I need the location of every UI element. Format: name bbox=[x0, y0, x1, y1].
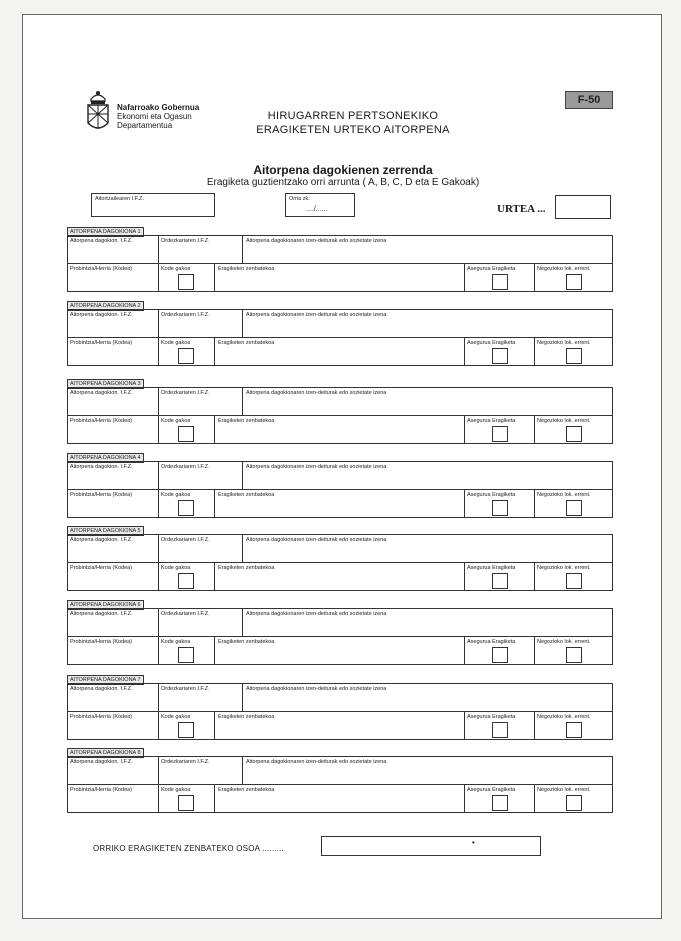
name-input[interactable] bbox=[243, 245, 613, 264]
entry-row-amounts bbox=[67, 636, 613, 665]
name-label: Aitorpena dagokionaren izen-deiturak edo sozietate izena bbox=[246, 238, 387, 244]
business-rent-label: Negozioko lok. errent. bbox=[537, 787, 591, 793]
representative-ifz-input[interactable] bbox=[159, 544, 242, 563]
insurance-label: Asegurua Eragiketa bbox=[467, 714, 516, 720]
amount-input[interactable] bbox=[215, 721, 464, 740]
key-code-box[interactable] bbox=[178, 274, 194, 290]
name-input[interactable] bbox=[243, 544, 613, 563]
name-label: Aitorpena dagokionaren izen-deiturak edo sozietate izena bbox=[246, 686, 387, 692]
declared-ifz-input[interactable] bbox=[68, 766, 158, 785]
province-label: Probintzia/Herria (Kodea) bbox=[70, 565, 133, 571]
amount-label: Eragiketen zenbatekoa bbox=[218, 714, 275, 720]
business-rent-checkbox[interactable] bbox=[566, 348, 582, 364]
insurance-checkbox[interactable] bbox=[492, 795, 508, 811]
key-code-box[interactable] bbox=[178, 426, 194, 442]
key-code-label: Kode gakoa bbox=[161, 565, 191, 571]
name-label: Aitorpena dagokionaren izen-deiturak edo sozietate izena bbox=[246, 312, 387, 318]
amount-label: Eragiketen zenbatekoa bbox=[218, 492, 275, 498]
total-amount-label: ORRIKO ERAGIKETEN ZENBATEKO OSOA ......... bbox=[93, 844, 284, 853]
insurance-checkbox[interactable] bbox=[492, 274, 508, 290]
business-rent-label: Negozioko lok. errent. bbox=[537, 565, 591, 571]
divider bbox=[464, 785, 465, 812]
business-rent-checkbox[interactable] bbox=[566, 647, 582, 663]
divider bbox=[464, 563, 465, 590]
divider bbox=[158, 264, 159, 291]
insurance-checkbox[interactable] bbox=[492, 348, 508, 364]
key-code-box[interactable] bbox=[178, 795, 194, 811]
representative-ifz-label: Ordezkariaren I.F.Z. bbox=[161, 238, 210, 244]
province-input[interactable] bbox=[68, 347, 158, 366]
key-code-box[interactable] bbox=[178, 348, 194, 364]
declared-ifz-label: Aitorpena dagokion. I.F.Z. bbox=[70, 312, 133, 318]
divider bbox=[534, 563, 535, 590]
divider bbox=[534, 264, 535, 291]
total-amount-field[interactable] bbox=[321, 836, 541, 856]
business-rent-checkbox[interactable] bbox=[566, 500, 582, 516]
name-input[interactable] bbox=[243, 618, 613, 637]
business-rent-checkbox[interactable] bbox=[566, 795, 582, 811]
declared-ifz-label: Aitorpena dagokion. I.F.Z. bbox=[70, 464, 133, 470]
name-input[interactable] bbox=[243, 766, 613, 785]
key-code-label: Kode gakoa bbox=[161, 418, 191, 424]
divider bbox=[534, 490, 535, 517]
divider bbox=[464, 416, 465, 443]
divider bbox=[464, 490, 465, 517]
representative-ifz-label: Ordezkariaren I.F.Z. bbox=[161, 464, 210, 470]
key-code-label: Kode gakoa bbox=[161, 266, 191, 272]
representative-ifz-label: Ordezkariaren I.F.Z. bbox=[161, 390, 210, 396]
page-number-value: ..../...... bbox=[306, 206, 328, 213]
province-label: Probintzia/Herria (Kodea) bbox=[70, 340, 133, 346]
list-title: Aitorpena dagokienen zerrenda bbox=[253, 163, 433, 177]
entry-row-amounts bbox=[67, 784, 613, 813]
province-input[interactable] bbox=[68, 794, 158, 813]
amount-label: Eragiketen zenbatekoa bbox=[218, 266, 275, 272]
divider bbox=[464, 637, 465, 664]
amount-label: Eragiketen zenbatekoa bbox=[218, 787, 275, 793]
amount-input[interactable] bbox=[215, 572, 464, 591]
page-number-label: Orria zk. bbox=[289, 196, 310, 202]
representative-ifz-input[interactable] bbox=[159, 471, 242, 490]
insurance-label: Asegurua Eragiketa bbox=[467, 565, 516, 571]
entry-row-amounts bbox=[67, 263, 613, 292]
entry-row-amounts bbox=[67, 489, 613, 518]
amount-input[interactable] bbox=[215, 425, 464, 444]
divider bbox=[158, 712, 159, 739]
divider bbox=[534, 416, 535, 443]
key-code-label: Kode gakoa bbox=[161, 639, 191, 645]
province-label: Probintzia/Herria (Kodea) bbox=[70, 714, 133, 720]
province-input[interactable] bbox=[68, 646, 158, 665]
insurance-checkbox[interactable] bbox=[492, 573, 508, 589]
total-amount-value: • bbox=[472, 838, 475, 847]
key-code-box[interactable] bbox=[178, 500, 194, 516]
name-label: Aitorpena dagokionaren izen-deiturak edo sozietate izena bbox=[246, 759, 387, 765]
business-rent-checkbox[interactable] bbox=[566, 573, 582, 589]
divider bbox=[158, 785, 159, 812]
key-code-box[interactable] bbox=[178, 647, 194, 663]
representative-ifz-input[interactable] bbox=[159, 766, 242, 785]
insurance-checkbox[interactable] bbox=[492, 500, 508, 516]
business-rent-label: Negozioko lok. errent. bbox=[537, 639, 591, 645]
business-rent-checkbox[interactable] bbox=[566, 426, 582, 442]
province-input[interactable] bbox=[68, 273, 158, 292]
province-label: Probintzia/Herria (Kodea) bbox=[70, 266, 133, 272]
navarre-coat-of-arms-icon bbox=[83, 89, 113, 147]
key-code-label: Kode gakoa bbox=[161, 340, 191, 346]
declared-ifz-input[interactable] bbox=[68, 618, 158, 637]
amount-input[interactable] bbox=[215, 273, 464, 292]
divider bbox=[464, 338, 465, 365]
entry-title: AITORPENA DAGOKIONA 4 bbox=[67, 453, 144, 463]
province-label: Probintzia/Herria (Kodea) bbox=[70, 492, 133, 498]
title-line-2: ERAGIKETEN URTEKO AITORPENA bbox=[256, 124, 450, 136]
form-page bbox=[22, 14, 662, 919]
entry-row-amounts bbox=[67, 711, 613, 740]
insurance-label: Asegurua Eragiketa bbox=[467, 340, 516, 346]
province-input[interactable] bbox=[68, 572, 158, 591]
gov-line-1: Nafarroako Gobernua bbox=[117, 103, 200, 112]
divider bbox=[534, 785, 535, 812]
insurance-checkbox[interactable] bbox=[492, 647, 508, 663]
name-label: Aitorpena dagokionaren izen-deiturak edo sozietate izena bbox=[246, 611, 387, 617]
amount-label: Eragiketen zenbatekoa bbox=[218, 418, 275, 424]
insurance-label: Asegurua Eragiketa bbox=[467, 639, 516, 645]
name-label: Aitorpena dagokionaren izen-deiturak edo sozietate izena bbox=[246, 390, 387, 396]
entry-title: AITORPENA DAGOKIONA 1 bbox=[67, 227, 144, 237]
province-label: Probintzia/Herria (Kodea) bbox=[70, 418, 133, 424]
page-number-field[interactable] bbox=[285, 193, 355, 217]
amount-label: Eragiketen zenbatekoa bbox=[218, 639, 275, 645]
divider bbox=[464, 712, 465, 739]
declarant-ifz-field[interactable] bbox=[91, 193, 215, 217]
business-rent-label: Negozioko lok. errent. bbox=[537, 418, 591, 424]
declared-ifz-label: Aitorpena dagokion. I.F.Z. bbox=[70, 759, 133, 765]
entry-title: AITORPENA DAGOKIONA 5 bbox=[67, 526, 144, 536]
province-input[interactable] bbox=[68, 425, 158, 444]
declared-ifz-input[interactable] bbox=[68, 693, 158, 712]
declared-ifz-input[interactable] bbox=[68, 245, 158, 264]
province-input[interactable] bbox=[68, 499, 158, 518]
declared-ifz-label: Aitorpena dagokion. I.F.Z. bbox=[70, 238, 133, 244]
representative-ifz-label: Ordezkariaren I.F.Z. bbox=[161, 686, 210, 692]
representative-ifz-label: Ordezkariaren I.F.Z. bbox=[161, 611, 210, 617]
province-label: Probintzia/Herria (Kodea) bbox=[70, 787, 133, 793]
insurance-label: Asegurua Eragiketa bbox=[467, 787, 516, 793]
business-rent-label: Negozioko lok. errent. bbox=[537, 340, 591, 346]
business-rent-checkbox[interactable] bbox=[566, 722, 582, 738]
representative-ifz-label: Ordezkariaren I.F.Z. bbox=[161, 759, 210, 765]
year-label: URTEA ... bbox=[497, 203, 546, 215]
business-rent-checkbox[interactable] bbox=[566, 274, 582, 290]
entry-row-amounts bbox=[67, 415, 613, 444]
representative-ifz-input[interactable] bbox=[159, 245, 242, 264]
form-code-badge: F-50 bbox=[565, 91, 613, 109]
divider bbox=[158, 338, 159, 365]
representative-ifz-input[interactable] bbox=[159, 319, 242, 338]
entry-row-identity bbox=[67, 608, 613, 637]
representative-ifz-input[interactable] bbox=[159, 397, 242, 416]
entry-row-identity bbox=[67, 387, 613, 416]
amount-input[interactable] bbox=[215, 499, 464, 518]
amount-label: Eragiketen zenbatekoa bbox=[218, 565, 275, 571]
province-input[interactable] bbox=[68, 721, 158, 740]
insurance-checkbox[interactable] bbox=[492, 426, 508, 442]
divider bbox=[534, 338, 535, 365]
key-code-box[interactable] bbox=[178, 573, 194, 589]
key-code-label: Kode gakoa bbox=[161, 714, 191, 720]
entry-row-identity bbox=[67, 534, 613, 563]
name-label: Aitorpena dagokionaren izen-deiturak edo sozietate izena bbox=[246, 464, 387, 470]
name-label: Aitorpena dagokionaren izen-deiturak edo sozietate izena bbox=[246, 537, 387, 543]
key-code-label: Kode gakoa bbox=[161, 787, 191, 793]
declared-ifz-label: Aitorpena dagokion. I.F.Z. bbox=[70, 611, 133, 617]
entry-title: AITORPENA DAGOKIONA 3 bbox=[67, 379, 144, 389]
form-title bbox=[233, 109, 473, 137]
amount-input[interactable] bbox=[215, 794, 464, 813]
representative-ifz-label: Ordezkariaren I.F.Z. bbox=[161, 312, 210, 318]
divider bbox=[158, 637, 159, 664]
entry-row-amounts bbox=[67, 562, 613, 591]
declared-ifz-input[interactable] bbox=[68, 544, 158, 563]
title-line-1: HIRUGARREN PERTSONEKIKO bbox=[267, 110, 439, 122]
entry-title: AITORPENA DAGOKIONA 8 bbox=[67, 748, 144, 758]
declared-ifz-label: Aitorpena dagokion. I.F.Z. bbox=[70, 390, 133, 396]
amount-label: Eragiketen zenbatekoa bbox=[218, 340, 275, 346]
amount-input[interactable] bbox=[215, 347, 464, 366]
name-input[interactable] bbox=[243, 471, 613, 490]
business-rent-label: Negozioko lok. errent. bbox=[537, 714, 591, 720]
declared-ifz-input[interactable] bbox=[68, 471, 158, 490]
name-input[interactable] bbox=[243, 693, 613, 712]
entry-row-identity bbox=[67, 756, 613, 785]
province-label: Probintzia/Herria (Kodea) bbox=[70, 639, 133, 645]
business-rent-label: Negozioko lok. errent. bbox=[537, 266, 591, 272]
divider bbox=[158, 416, 159, 443]
divider bbox=[464, 264, 465, 291]
representative-ifz-label: Ordezkariaren I.F.Z. bbox=[161, 537, 210, 543]
government-name bbox=[117, 103, 199, 130]
declared-ifz-input[interactable] bbox=[68, 397, 158, 416]
divider bbox=[158, 490, 159, 517]
declared-ifz-input[interactable] bbox=[68, 319, 158, 338]
entry-row-amounts bbox=[67, 337, 613, 366]
entry-row-identity bbox=[67, 235, 613, 264]
key-code-label: Kode gakoa bbox=[161, 492, 191, 498]
declared-ifz-label: Aitorpena dagokion. I.F.Z. bbox=[70, 686, 133, 692]
amount-input[interactable] bbox=[215, 646, 464, 665]
entry-row-identity bbox=[67, 683, 613, 712]
name-input[interactable] bbox=[243, 319, 613, 338]
entry-title: AITORPENA DAGOKIONA 6 bbox=[67, 600, 144, 610]
year-field[interactable] bbox=[555, 195, 611, 219]
declarant-ifz-label: Aitortzailearen I.F.Z. bbox=[95, 196, 144, 202]
insurance-checkbox[interactable] bbox=[492, 722, 508, 738]
insurance-label: Asegurua Eragiketa bbox=[467, 492, 516, 498]
representative-ifz-input[interactable] bbox=[159, 618, 242, 637]
insurance-label: Asegurua Eragiketa bbox=[467, 418, 516, 424]
gov-line-3: Departamentua bbox=[117, 121, 173, 130]
name-input[interactable] bbox=[243, 397, 613, 416]
representative-ifz-input[interactable] bbox=[159, 693, 242, 712]
declared-ifz-label: Aitorpena dagokion. I.F.Z. bbox=[70, 537, 133, 543]
divider bbox=[534, 712, 535, 739]
entry-row-identity bbox=[67, 309, 613, 338]
business-rent-label: Negozioko lok. errent. bbox=[537, 492, 591, 498]
insurance-label: Asegurua Eragiketa bbox=[467, 266, 516, 272]
entry-row-identity bbox=[67, 461, 613, 490]
entry-title: AITORPENA DAGOKIONA 7 bbox=[67, 675, 144, 685]
divider bbox=[158, 563, 159, 590]
list-subtitle: Eragiketa guztientzako orri arrunta ( A, B, C, D eta E Gakoak) bbox=[206, 177, 480, 188]
divider bbox=[534, 637, 535, 664]
entry-title: AITORPENA DAGOKIONA 2 bbox=[67, 301, 144, 311]
gov-line-2: Ekonomi eta Ogasun bbox=[117, 112, 192, 121]
key-code-box[interactable] bbox=[178, 722, 194, 738]
